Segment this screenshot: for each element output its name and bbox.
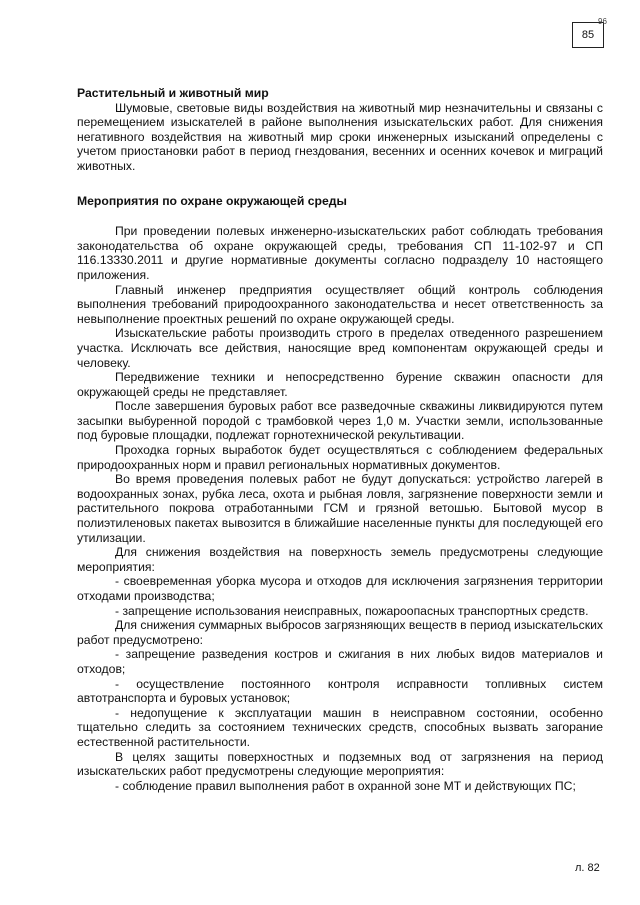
paragraph: В целях защиты поверхностных и подземных вод от загрязнения на период изыскательских работ предусмотрены следующие мероприятия: (77, 749, 603, 779)
paragraph: Для снижения воздействия на поверхность земель предусмотрены следующие мероприятия: (77, 545, 603, 574)
paragraph: Во время проведения полевых работ не будут допускаться: устройство лагерей в водоохранных зонах, рубка леса, охота и рыбная ловля, загрязнение поверхности земли и растительного покрова отработанными ГСМ и грязной ветошью. Бытовой мусор в полиэтиленовых пакетах вывозится в ближайшие населенные пункты для последующей его утилизации. (77, 472, 603, 545)
footer-sheet-number: л. 82 (575, 862, 600, 874)
list-item: - осуществление постоянного контроля исправности топливных систем автотранспорта и буровых установок; (77, 676, 603, 706)
list-item: - запрещение использования неисправных, пожароопасных транспортных средств. (115, 603, 589, 618)
paragraph: При проведении полевых инженерно-изыскательских работ соблюдать требования законодательства об охране окружающей среды, требования СП 11-102-97 и СП 116.13330.2011 и другие нормативные документы согласно подразделу 10 настоящего приложения. (77, 224, 603, 282)
section-title: Мероприятия по охране окружающей среды (77, 193, 347, 208)
paragraph: Передвижение техники и непосредственно бурение скважин опасности для окружающей среды не представляет. (77, 370, 603, 399)
paragraph: Для снижения суммарных выбросов загрязняющих веществ в период изыскательских работ предусмотрено: (77, 618, 603, 647)
paragraph: Проходка горных выработок будет осуществляться с соблюдением федеральных природоохранных норм и правил региональных нормативных документов. (77, 443, 603, 472)
list-item: - запрещение разведения костров и сжигания в них любых видов материалов и отходов; (77, 647, 603, 676)
list-item: - своевременная уборка мусора и отходов для исключения загрязнения территории отходами производства; (77, 574, 603, 603)
list-item: - соблюдение правил выполнения работ в охранной зоне МТ и действующих ПС; (115, 778, 576, 793)
document-body (77, 86, 603, 793)
paragraph: Изыскательские работы производить строго в пределах отведенного разрешением участка. Исключать все действия, наносящие вред компонентам окружающей среды и человеку. (77, 326, 603, 370)
paragraph: Шумовые, световые виды воздействия на животный мир незначительны и связаны с перемещением изыскателей в районе выполнения изыскательских работ. Для снижения негативного воздействия на животный мир сроки инженерных изысканий определены с учетом приостановки работ в период гнездования, весенних и осенних кочевок и миграций животных. (77, 100, 603, 173)
section-environment-protection (77, 194, 603, 794)
page-number: 85 (581, 29, 595, 41)
section-flora-fauna (77, 86, 603, 174)
page-number-secondary: 96 (598, 17, 607, 26)
paragraph: Главный инженер предприятия осуществляет общий контроль соблюдения выполнения требований природоохранного законодательства и несет ответственность за невыполнение проектных решений по охране окружающей среды. (77, 282, 603, 326)
list-item: - недопущение к эксплуатации машин в неисправном состоянии, особенно тщательно следить за состоянием технических средств, способных вызвать загорание естественной растительности. (77, 705, 603, 749)
paragraph: После завершения буровых работ все разведочные скважины ликвидируются путем засыпки выбуренной породой с трамбовкой через 1,0 м. Участки земли, использованные под буровые площадки, подлежат горнотехнической рекультивации. (77, 399, 603, 443)
section-title: Растительный и животный мир (77, 86, 269, 100)
